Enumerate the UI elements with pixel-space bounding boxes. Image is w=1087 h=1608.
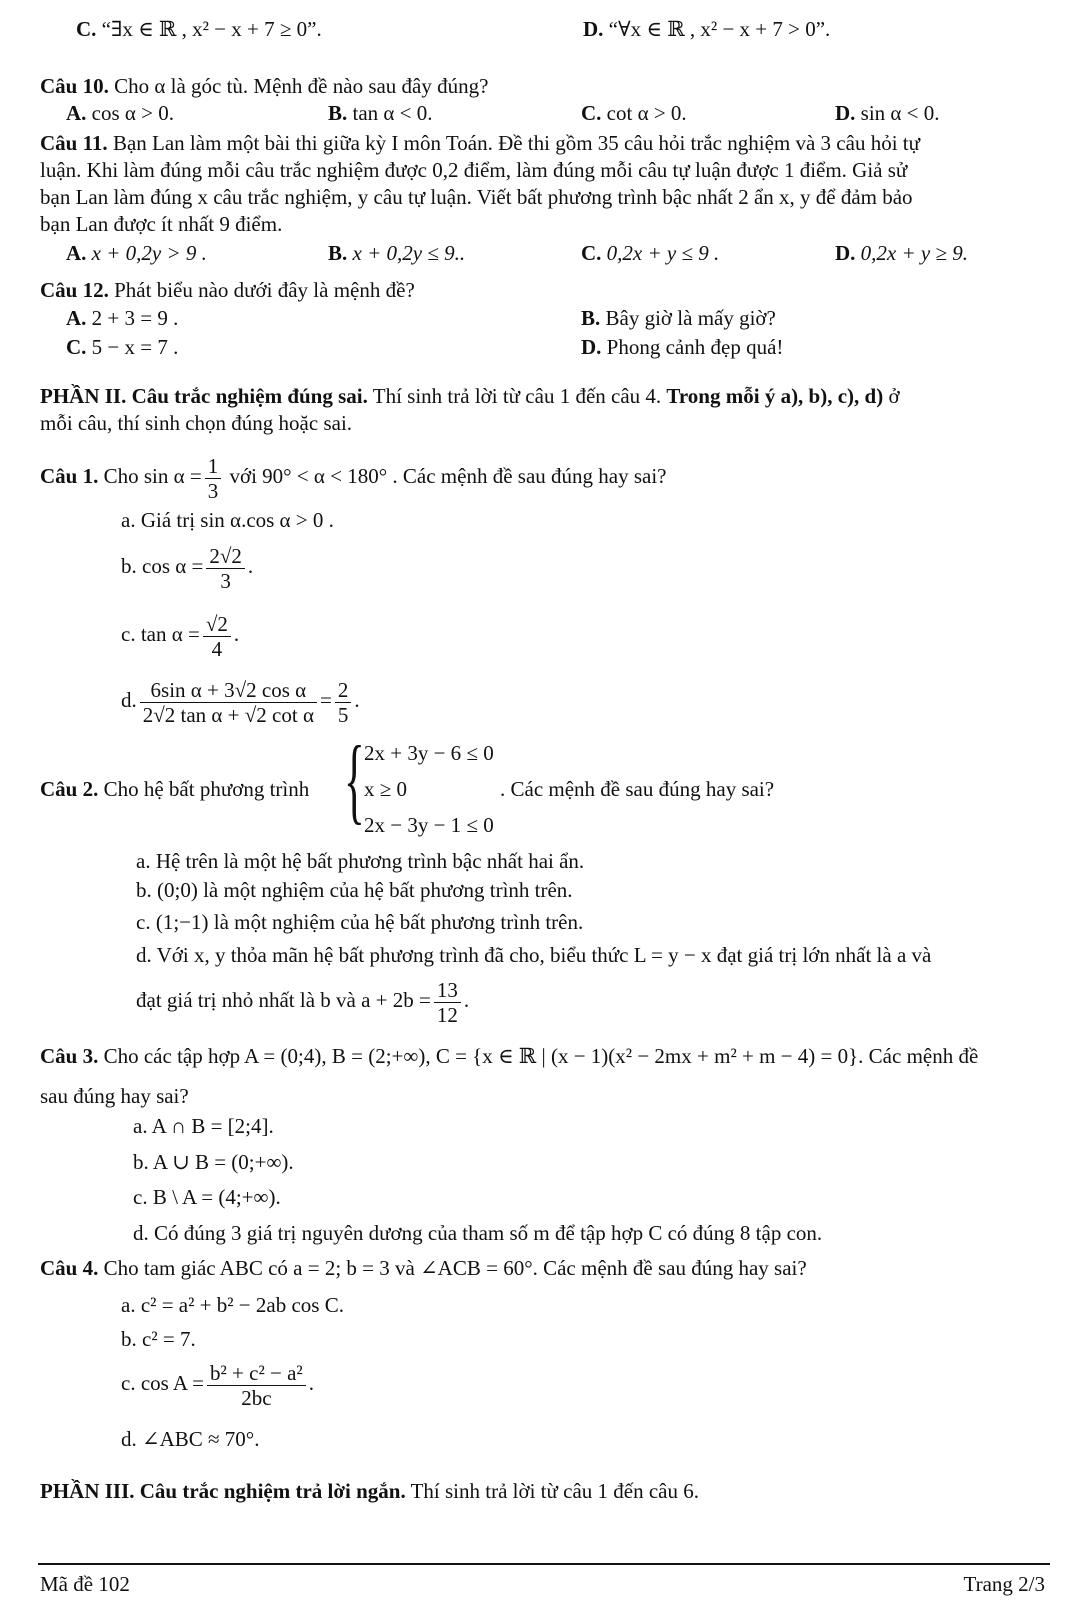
option-label: C.	[76, 17, 97, 41]
numerator: 2√2	[206, 544, 245, 569]
fraction	[335, 678, 352, 727]
option-d-top	[583, 16, 830, 43]
p2q2-item-a: a. Hệ trên là một hệ bất phương trình bậc nhất hai ẩn.	[136, 849, 585, 873]
item-text: b. cos α =	[121, 554, 204, 578]
q12-option-a	[66, 305, 178, 332]
q10-option-c	[581, 100, 687, 127]
q10-option-d	[835, 100, 940, 127]
denominator: 5	[337, 702, 349, 727]
p2q2-item-b: b. (0;0) là một nghiệm của hệ bất phương trình trên.	[136, 878, 573, 902]
fraction	[207, 1361, 306, 1410]
option-text: Phong cảnh đẹp quá!	[606, 335, 784, 359]
part-title: PHẦN II. Câu trắc nghiệm đúng sai.	[40, 384, 368, 408]
page-number: Trang 2/3	[963, 1572, 1045, 1596]
question-11-line-3: bạn Lan làm đúng x câu trắc nghiệm, y câu tự luận. Viết bất phương trình bậc nhất 2 ẩn x, y để đảm bảo	[40, 185, 913, 209]
option-text: x + 0,2y > 9 .	[91, 241, 207, 265]
option-label: D.	[581, 335, 602, 359]
system-eq-2: x ≥ 0	[364, 777, 408, 801]
q10-option-a	[66, 100, 174, 127]
numerator: 13	[434, 978, 461, 1003]
fraction	[205, 454, 222, 503]
option-text: tan α < 0.	[352, 101, 433, 125]
item-text: đạt giá trị nhỏ nhất là b và a + 2b =	[136, 988, 431, 1012]
part-2-line-2: mỗi câu, thí sinh chọn đúng hoặc sai.	[40, 411, 353, 435]
exam-code: Mã đề 102	[40, 1572, 130, 1596]
option-text: “∀x ∈ ℝ , x² − x + 7 > 0”.	[608, 17, 831, 41]
option-label: A.	[66, 306, 87, 330]
p2q3-item-b: b. A ∪ B = (0;+∞).	[133, 1150, 294, 1174]
system-eq-1: 2x + 3y − 6 ≤ 0	[364, 741, 494, 765]
question-10	[40, 73, 488, 100]
question-text: Phát biểu nào dưới đây là mệnh đề?	[114, 278, 415, 302]
part-instructions-end: ở	[883, 384, 900, 408]
question-12	[40, 277, 415, 304]
question-text: Cho các tập hợp A = (0;4), B = (2;+∞), C = {x ∈ ℝ | (x − 1)(x² − 2mx + m² + m − 4) = 0}. Các mệnh đề	[103, 1044, 979, 1068]
p2q1-item-a: a. Giá trị sin α.cos α > 0 .	[121, 508, 334, 532]
numerator: √2	[203, 612, 231, 637]
question-label: Câu 3.	[40, 1044, 99, 1068]
part-3-heading	[40, 1478, 699, 1505]
option-text: 0,2x + y ≥ 9.	[860, 241, 969, 265]
question-label: Câu 1.	[40, 464, 99, 488]
denominator: 12	[436, 1002, 458, 1027]
q11-option-c	[581, 240, 719, 267]
question-label: Câu 12.	[40, 278, 109, 302]
option-label: B.	[581, 306, 601, 330]
p2q2-item-d-line-1: d. Với x, y thỏa mãn hệ bất phương trình đã cho, biểu thức L = y − x đạt giá trị lớn nhất là a và	[136, 943, 932, 967]
option-text: 2 + 3 = 9 .	[91, 306, 179, 330]
question-text: Cho α là góc tù. Mệnh đề nào sau đây đúng?	[114, 74, 489, 98]
p2q4-item-d: d. ∠ABC ≈ 70°.	[121, 1427, 260, 1451]
option-c-top	[76, 16, 322, 43]
numerator: 6sin α + 3√2 cos α	[140, 678, 317, 703]
option-label: C.	[581, 241, 602, 265]
option-label: B.	[328, 101, 348, 125]
p2q1-item-b: b. cos α = $\frac{2√2}{3}$ .	[121, 543, 254, 593]
q12-option-c	[66, 334, 178, 361]
option-label: A.	[66, 241, 87, 265]
part-emphasis: Trong mỗi ý a), b), c), d)	[666, 384, 884, 408]
p2-question-3	[40, 1043, 978, 1070]
numerator: b² + c² − a²	[207, 1361, 306, 1386]
option-label: C.	[66, 335, 87, 359]
part-2-heading	[40, 383, 900, 410]
p2q4-item-c: c. cos A = $\frac{\text{b² + c² − a²}}{2bc}$ .	[121, 1360, 314, 1410]
option-text: cos α > 0.	[91, 101, 175, 125]
p2-question-4	[40, 1255, 807, 1282]
footer-divider	[38, 1563, 1050, 1565]
fraction	[434, 978, 461, 1027]
question-pre: Cho sin α =	[103, 464, 202, 488]
option-label: C.	[581, 101, 602, 125]
p2q2-item-c: c. (1;−1) là một nghiệm của hệ bất phương trình trên.	[136, 910, 584, 934]
option-label: A.	[66, 101, 87, 125]
option-text: “∃x ∈ ℝ , x² − x + 7 ≥ 0”.	[101, 17, 322, 41]
option-text: 5 − x = 7 .	[91, 335, 179, 359]
denominator: 3	[220, 568, 231, 593]
system-brace: {	[344, 726, 365, 833]
item-text: d.	[121, 688, 137, 712]
numerator: 1	[205, 454, 222, 479]
question-text: Bạn Lan làm một bài thi giữa kỳ I môn Toán. Đề thi gồm 35 câu hỏi trắc nghiệm và 3 câu hỏi tự	[112, 131, 921, 155]
p2q1-item-c: c. tan α = $\frac{√2}{4}$ .	[121, 611, 240, 661]
question-11	[40, 130, 920, 157]
option-label: D.	[835, 101, 856, 125]
item-text: c. tan α =	[121, 622, 200, 646]
equals: =	[319, 688, 332, 712]
p2-question-2	[40, 776, 309, 803]
q11-option-a	[66, 240, 207, 267]
denominator: 2bc	[241, 1385, 272, 1410]
question-pre: Cho hệ bất phương trình	[103, 777, 310, 801]
part-instructions: Thí sinh trả lời từ câu 1 đến câu 4.	[367, 384, 667, 408]
system-eq-3: 2x − 3y − 1 ≤ 0	[364, 813, 494, 837]
q10-option-b	[328, 100, 433, 127]
q12-option-d	[581, 334, 783, 361]
question-11-line-4: bạn Lan được ít nhất 9 điểm.	[40, 212, 283, 236]
option-label: D.	[835, 241, 856, 265]
denominator: 3	[207, 478, 219, 503]
p2-question-3-line-2: sau đúng hay sai?	[40, 1084, 189, 1108]
p2q3-item-c: c. B \ A = (4;+∞).	[133, 1185, 281, 1209]
option-text: cot α > 0.	[606, 101, 687, 125]
fraction	[140, 678, 317, 727]
p2-question-1	[40, 450, 666, 503]
question-label: Câu 10.	[40, 74, 109, 98]
part-title: PHẦN III. Câu trắc nghiệm trả lời ngắn.	[40, 1479, 406, 1503]
option-label: B.	[328, 241, 348, 265]
option-text: Bây giờ là mấy giờ?	[605, 306, 776, 330]
question-label: Câu 2.	[40, 777, 99, 801]
p2q4-item-b: b. c² = 7.	[121, 1327, 196, 1351]
question-label: Câu 11.	[40, 131, 108, 155]
option-text: 0,2x + y ≤ 9 .	[606, 241, 720, 265]
fraction	[206, 544, 245, 593]
p2q3-item-a: a. A ∩ B = [2;4].	[133, 1114, 274, 1138]
denominator: 2√2 tan α + √2 cot α	[142, 702, 314, 727]
option-label: D.	[583, 17, 604, 41]
option-text: x + 0,2y ≤ 9..	[352, 241, 466, 265]
q12-option-b	[581, 305, 776, 332]
question-text: Cho tam giác ABC có a = 2; b = 3 và ∠ACB = 60°. Các mệnh đề sau đúng hay sai?	[103, 1256, 807, 1280]
numerator: 2	[335, 678, 352, 703]
p2q2-item-d-line-2: đạt giá trị nhỏ nhất là b và a + 2b = $\frac{13}{12}$ .	[136, 977, 470, 1027]
p2q1-item-d: d. $\frac{\text{6sin α + 3√2 cos α}}{\text{2√2 tan α + √2 cot α}}$ = $\frac{2}{5}$ .	[121, 677, 360, 727]
denominator: 4	[211, 636, 223, 661]
question-label: Câu 4.	[40, 1256, 99, 1280]
item-text: c. cos A =	[121, 1371, 205, 1395]
q11-option-b	[328, 240, 465, 267]
part-instructions: Thí sinh trả lời từ câu 1 đến câu 6.	[405, 1479, 700, 1503]
option-text: sin α < 0.	[860, 101, 940, 125]
p2q4-item-a: a. c² = a² + b² − 2ab cos C.	[121, 1293, 344, 1317]
fraction	[203, 612, 231, 661]
p2q3-item-d: d. Có đúng 3 giá trị nguyên dương của tham số m để tập hợp C có đúng 8 tập con.	[133, 1221, 823, 1245]
q11-option-d	[835, 240, 968, 267]
question-post: với 90° < α < 180° . Các mệnh đề sau đúng hay sai?	[224, 464, 667, 488]
question-11-line-2: luận. Khi làm đúng mỗi câu trắc nghiệm được 0,2 điểm, làm đúng mỗi câu tự luận được 1 điểm. Giả sử	[40, 158, 908, 182]
question-post: . Các mệnh đề sau đúng hay sai?	[500, 777, 775, 801]
